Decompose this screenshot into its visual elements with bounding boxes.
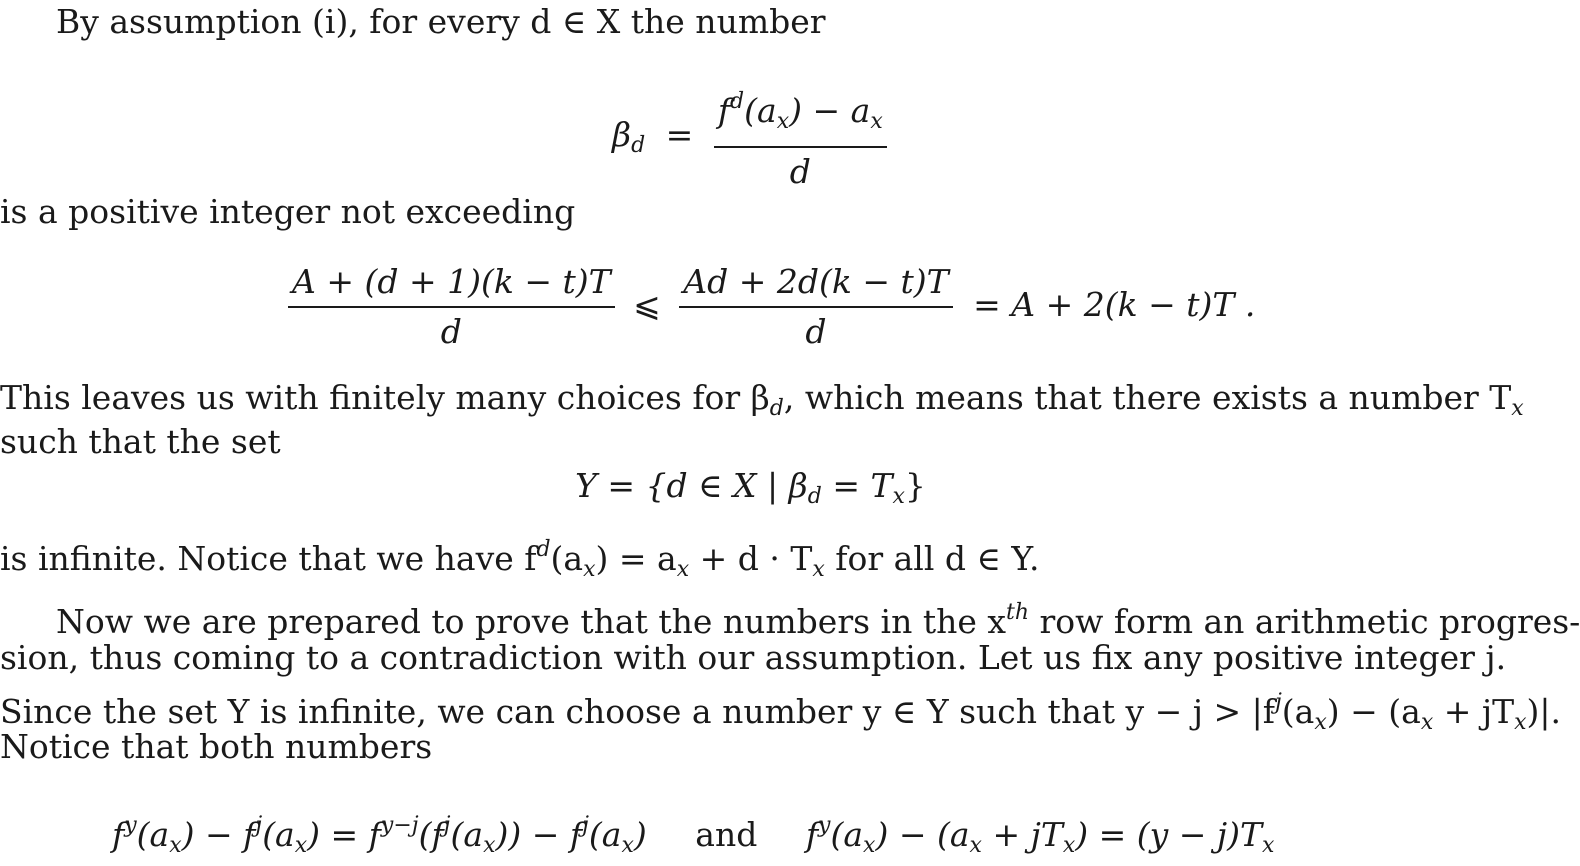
fraction-1 (288, 262, 615, 352)
subscript: d (807, 484, 822, 509)
subscript: x (892, 484, 905, 509)
relation: ⩽ (633, 285, 661, 324)
text-line (0, 638, 1507, 678)
text-line (0, 530, 1039, 590)
text-span: This leaves us with finitely many choices for $\beta_d$, which means that there exists a number $T_x$ (0, 378, 1524, 421)
text-span: is a positive integer not exceeding (0, 192, 576, 231)
text-span: Now we are prepared to prove that the numbers in the $x^{th}$ row form an arithmetic progres- (56, 600, 1580, 641)
rhs: = A + 2(k − t)T . (973, 285, 1256, 324)
equation-bound (288, 262, 1255, 352)
text-span: such that the set (0, 422, 281, 461)
text-span: sion, thus coming to a contradiction with our assumption. Let us fix any positive integer j. (0, 638, 1507, 677)
text-span: Since the set Y is infinite, we can choose a number y ∈ Y such that $y - j > |f^j(a_x) - (a_x + jT_x)|$. (0, 690, 1562, 735)
symbol: β (612, 115, 632, 154)
fraction (714, 82, 887, 192)
denominator: d (805, 312, 827, 351)
numerator: A + (d + 1)(k − t)T (288, 262, 615, 308)
text-line (0, 192, 575, 232)
text-line (56, 2, 826, 42)
fraction-2 (679, 262, 952, 352)
equals: = (665, 115, 694, 154)
text-span: By assumption (i), for every d ∈ X the number (56, 2, 826, 41)
text-span: Notice that both numbers (0, 727, 433, 766)
set-part: = T (821, 466, 893, 505)
equation-beta (612, 82, 887, 192)
numerator: Ad + 2d(k − t)T (679, 262, 952, 308)
numerator: $f^d(a_x) - a_x$ (714, 82, 887, 148)
text-span: is infinite. Notice that we have $f^d(a_x) = a_x + d \cdot T_x$ for all d ∈ Y. (0, 537, 1040, 582)
text-line (56, 593, 1580, 642)
subscript: d (631, 133, 646, 158)
denominator: d (789, 152, 811, 191)
equation-set (0, 466, 1501, 517)
set-part: } (904, 466, 926, 505)
text-line (0, 422, 281, 462)
text-line (0, 727, 432, 767)
and-word: and (695, 815, 758, 854)
set-part: Y = {d ∈ X | β (575, 466, 808, 505)
equation-final: $f^y(a_x) - f^j(a_x) = f^{y-j}(f^j(a_x)) - f^j(a_x)$ and $f^y(a_x) - (a_x + jT_x) = (y - j)T_x$ (112, 813, 1275, 858)
denominator: d (440, 312, 462, 351)
